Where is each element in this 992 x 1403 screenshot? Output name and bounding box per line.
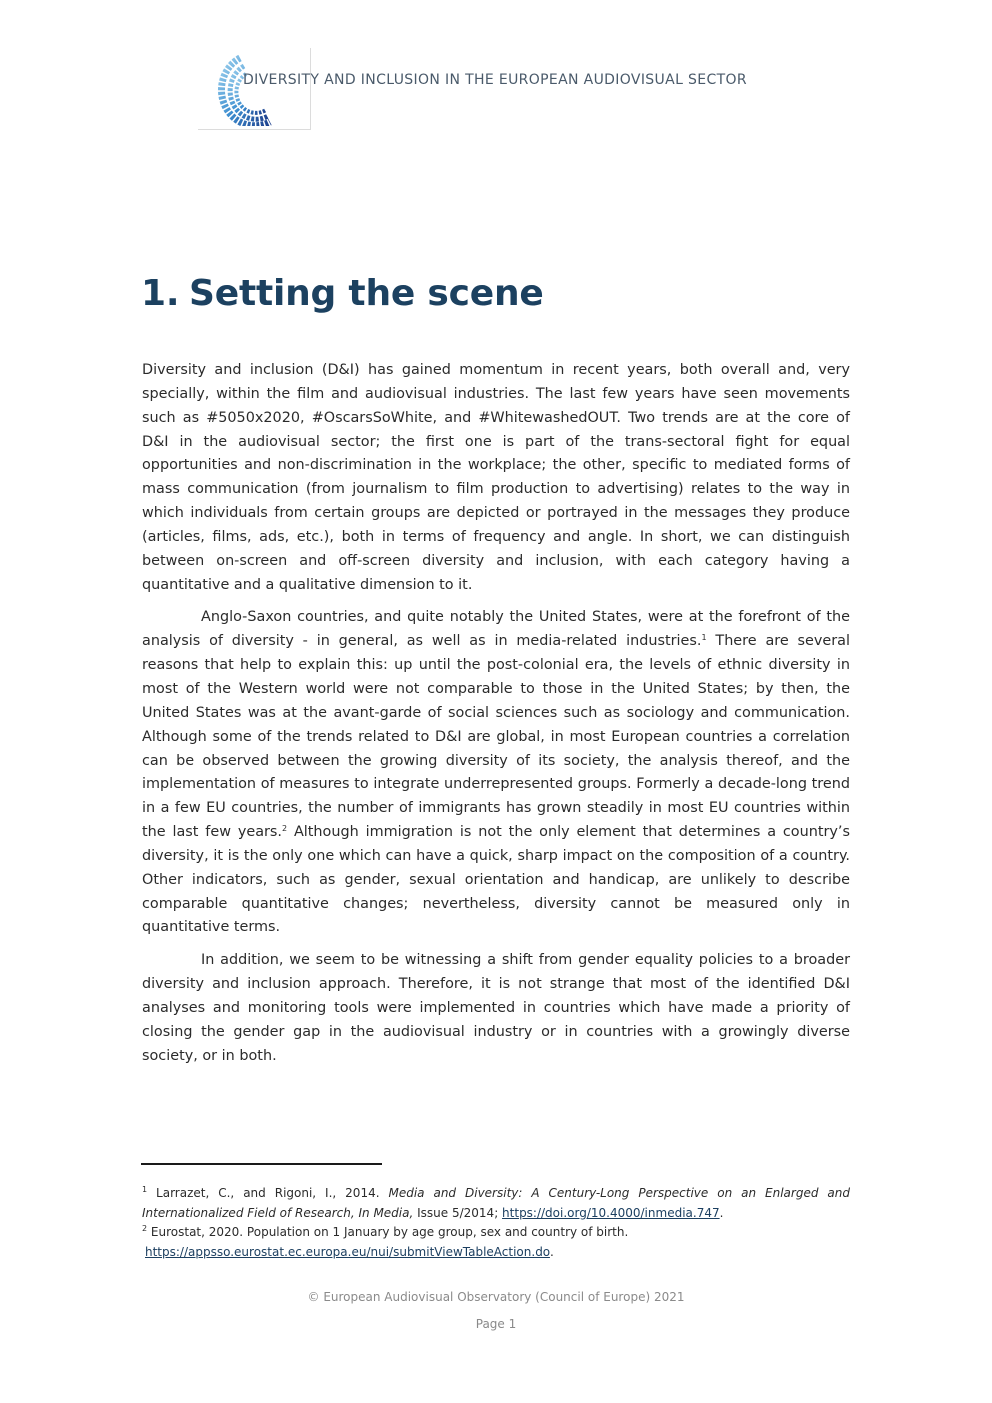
footnote-divider (141, 1163, 382, 1165)
paragraph-2 (142, 606, 850, 940)
footnote-2 (142, 1223, 850, 1243)
page-number: Page 1 (475, 1317, 517, 1331)
footnote-2-link[interactable]: https://appsso.eurostat.ec.europa.eu/nui/submitViewTableAction.do (145, 1244, 550, 1259)
paragraph-3: In addition, we seem to be witnessing a shift from gender equality policies to a broader diversity and inclusion approach. Therefore, it is not strange that most of the identified D&I analyses and monitoring tools were implemented in countries which have made a priority of closing the gender gap in the audiovisual industry or in countries with a growingly diverse society, or in both. (142, 952, 850, 1064)
section-title: Setting the scene (189, 273, 544, 314)
body-text (142, 359, 850, 1077)
footnote-ref-1[interactable]: 1 (701, 633, 707, 643)
footnote-ref-2[interactable]: 2 (282, 824, 288, 834)
footnote-1-issue: Issue 5/2014; (413, 1205, 503, 1220)
footnote-1-end: . (719, 1205, 724, 1220)
section-number: 1. (141, 273, 180, 314)
footnote-2-end: . (549, 1244, 554, 1259)
paragraph-2-part-b: There are several reasons that help to explain this: up until the post-colonial era, the levels of ethnic diversity in most of the Western world were not comparable to those in the United States; by then, the United States was at the avant-garde of social sciences such as sociology and communication. Although some of the trends related to D&I are global, in most European countries a correlation can be observed between the growing diversity of its society, the analysis thereof, and the implementation of measures to integrate underrepresented groups. Formerly a decade-long trend in a few EU countries, the number of immigrants has grown steadily in most EU countries within the last few years. (142, 633, 850, 841)
paragraph-1: Diversity and inclusion (D&I) has gained momentum in recent years, both overall and, very specially, within the film and audiovisual industries. The last few years have seen movements such as #5050x2020, #OscarsSoWhite, and #WhitewashedOUT. Two trends are at the core of D&I in the audiovisual sector; the first one is part of the trans-sectoral fight for equal opportunities and non-discrimination in the workplace; the other, specific to mediated forms of mass communication (from journalism to film production to advertising) relates to the way in which individuals from certain groups are depicted or portrayed in the messages they produce (articles, films, ads, etc.), both in terms of frequency and angle. In short, we can distinguish between on-screen and off-screen diversity and inclusion, with each category having a quantitative and a qualitative dimension to it. (142, 362, 850, 593)
header-title: DIVERSITY AND INCLUSION IN THE EUROPEAN AUDIOVISUAL SECTOR (243, 72, 747, 88)
paragraph-2-part-a: Anglo-Saxon countries, and quite notably the United States, were at the forefront of the analysis of diversity - in general, as well as in media-related industries. (142, 609, 850, 650)
section-heading (141, 268, 544, 320)
footnote-2-link-line (142, 1243, 850, 1263)
footnote-2-number: 2 (142, 1224, 148, 1233)
footnote-1-number: 1 (142, 1185, 148, 1194)
footnote-1-title: Media and Diversity: A Century-Long Perspective on an Enlarged and Internationalized Field of Research, In Media, (142, 1186, 850, 1220)
footer-copyright: © European Audiovisual Observatory (Council of Europe) 2021 (307, 1290, 685, 1304)
observatory-logo-icon (210, 54, 280, 126)
footnote-1-authors: Larrazet, C., and Rigoni, I., 2014. (147, 1186, 389, 1200)
paragraph-2-part-c: Although immigration is not the only element that determines a country’s diversity, it is the only one which can have a quick, sharp impact on the composition of a country. Other indicators, such as gender, sexual orientation and handicap, are unlikely to describe comparable quantitative changes; nevertheless, diversity cannot be measured only in quantitative terms. (142, 824, 850, 936)
logo-frame (198, 48, 311, 130)
footnote-2-text: Eurostat, 2020. Population on 1 January by age group, sex and country of birth. (147, 1225, 629, 1239)
footnote-1-link[interactable]: https://doi.org/10.4000/inmedia.747 (502, 1205, 720, 1220)
footnotes (142, 1184, 850, 1262)
footnote-1 (142, 1184, 850, 1223)
